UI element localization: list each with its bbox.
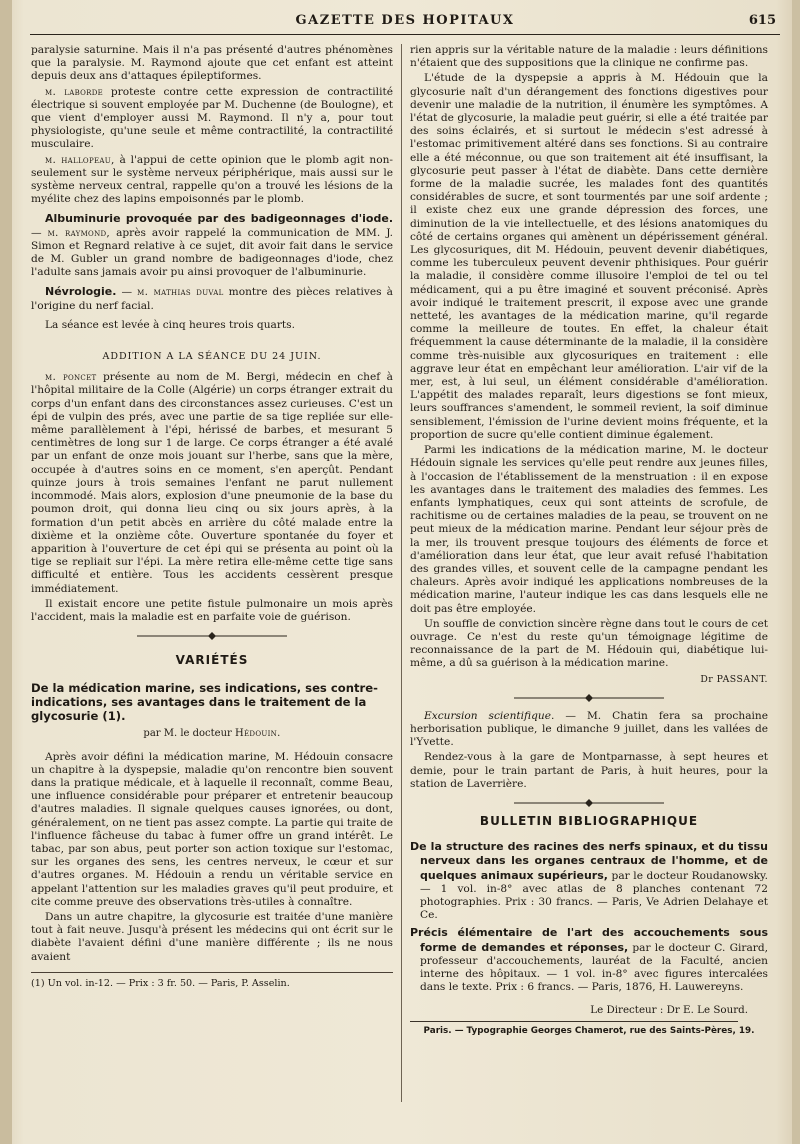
paragraph-text: à l'appui de cette opinion que le plomb agit non-seulement sur le système nerveux périphérique, mais aussi sur le système nerveux central, rappelle qu'on a trouvé les lésions de la myélite chez des lapins empoisonnés par le plomb.	[31, 153, 393, 206]
page-edge-left	[0, 0, 12, 1144]
paragraph-text: — M. Chatin fera sa prochaine herborisation publique, le dimanche 9 juillet, dans les vallées de l'Yvette.	[410, 709, 768, 749]
paragraph-text: montre des pièces relatives à l'origine du nerf facial.	[31, 286, 393, 312]
director-line: Le Directeur : Dr E. Le Sourd.	[590, 1004, 748, 1017]
footnote-rule	[31, 972, 393, 973]
paragraph: rien appris sur la véritable nature de la maladie : leurs définitions n'étaient que des suppositions que la clinique ne confirme pas.	[410, 44, 768, 70]
speaker-name: m. laborde	[45, 85, 104, 98]
paragraph	[410, 710, 768, 750]
page-header	[30, 10, 780, 35]
paragraph	[31, 154, 393, 207]
dash: —	[31, 226, 48, 239]
director-rule	[410, 1021, 738, 1022]
ornament-rule	[137, 632, 287, 640]
rubric-paragraph	[31, 212, 393, 279]
speaker-name: m. raymond,	[47, 226, 111, 239]
book-details: par le docteur Roudanowsky. — 1 vol. in-8° avec atlas de 8 planches contenant 72 photographies. Prix : 30 francs. — Paris, Ve Adrien Delahaye et Ce.	[420, 869, 768, 922]
paragraph: Un souffle de conviction sincère règne dans tout le cours de cet ouvrage. Ce n'est du reste qu'un témoignage légitime de reconnaissance de la part de M. Hédouin qui, diabétique lui-même, a dû sa guérison à la médication marine.	[410, 617, 768, 670]
book-details: par le docteur C. Girard, professeur d'accouchements, lauréat de la Faculté, ancien interne des hôpitaux. — 1 vol. in-8° avec figures intercalées dans le texte. Prix : 6 francs. — Paris, 1876, H. Lauwereyns.	[420, 941, 769, 994]
byline-prefix: par M. le docteur	[143, 728, 235, 740]
right-column	[410, 44, 768, 1144]
bulletin-heading: BULLETIN BIBLIOGRAPHIQUE	[479, 813, 699, 828]
page-number: 615	[748, 13, 776, 28]
dash: —	[116, 286, 138, 299]
column-divider	[401, 44, 402, 1102]
paragraph: Dans un autre chapitre, la glycosurie est traitée d'une manière tout à fait neuve. Jusqu'à présent les médecins qui ont écrit sur le diabète l'avaient défini d'une manière différente ; ils ne nous avaient	[31, 910, 393, 963]
paragraph-text: présente au nom de M. Bergi, médecin en chef à l'hôpital militaire de la Colle (Algérie) un corps étranger extrait du corps d'un enfant dans des circonstances assez curieuses. C'est un épi de vulpin des prés, avec une partie de sa tige repliée sur elle-même parallèlement à l'épi, hérissé de barbes, et mesurant 5 centimètres de long sur 1 de large. Ce corps étranger a été avalé par un enfant de onze mois jouant sur l'herbe, sans que la mère, occupée à d'autres soins en ce moment, s'en aperçût. Pendant quinze jours à trois semaines l'enfant ne parut nullement incommodé. Mais alors, explosion d'une pneumonie de la base du poumon droit, qui donna lieu cinq ou six jours après, à la formation d'un petit abcès en arrière du côté malade entre la dixième et la onzième côte. Ouverture spontanée du foyer et apparition à l'ouverture de cet épi qui se présenta au point où la tige se repliait sur l'épi. La mère retira elle-même cette tige sans difficulté et entière. Tous les accidents cessèrent presque immédiatement.	[31, 371, 394, 595]
rubric-title: Albuminurie provoquée par des badigeonnages d'iode.	[45, 212, 393, 226]
left-column	[31, 44, 393, 1144]
author-name: Hédouin.	[235, 728, 281, 740]
paragraph: Il existait encore une petite fistule pulmonaire un mois après l'accident, mais la maladie est en parfaite voie de guérison.	[31, 597, 393, 623]
rubric-paragraph	[31, 285, 393, 312]
paragraph: L'étude de la dyspepsie a appris à M. Hédouin que la glycosurie naît d'un dérangement des fonctions digestives pour devenir une maladie de la nutrition, il énumère les symptômes. A l'état de glycosurie, la maladie peut guérir, si elle a été traitée par des soins éclairés, et si surtout le médecin s'est adressé à l'estomac primitivement altéré dans ses fonctions. Si au contraire elle a été méconnue, ou que son traitement ait été insuffisant, la glycosurie peut passer à l'état de diabète. Dans cette dernière forme de la maladie sucrée, les malades font des quantités considérables de sucre, et sont tourmentés par une soif ardente ; il existe chez eux une grande dépression des forces, une diminution de la vie intellectuelle, et des lésions anatomiques du côté de certains organes qui amènent un dépérissement général. Les glycosuriques, dit M. Hédouin, peuvent devenir diabétiques, comme les tuberculeux peuvent devenir phthisiques. Pour guérir la maladie, il considère comme illusoire l'emploi de tel ou tel médicament, qui a pu être imaginé et souvent préconisé. Après avoir indiqué le traitement prescrit, il expose avec une grande netteté, les avantages de la médication marine, qu'il regarde comme la meilleure de toutes. En effet, la chaleur était fréquemment la cause déterminante de la maladie, il la considère comme très-nuisible aux glycosuriques en traitement : elle aggrave leur état en empêchant leur amélioration. L'air vif de la mer, est, à lui seul, un élément considérable d'amélioration. L'appétit des malades reparaît, leurs digestions se font mieux, leurs souffrances s'amendent, le sommeil revient, la soif diminue sensiblement, l'émission de l'urine devient moins fréquente, et la proportion de sucre qu'elle contient diminue également.	[410, 72, 768, 441]
page-edge-right	[792, 0, 800, 1144]
footnote: (1) Un vol. in-12. — Prix : 3 fr. 50. — Paris, P. Asselin.	[31, 977, 290, 989]
addition-heading: ADDITION A LA SÉANCE DU 24 JUIN.	[102, 351, 322, 363]
speaker-name: m. mathias duval	[137, 286, 224, 299]
paragraph-text: proteste contre cette expression de contractilité électrique si souvent employée par M. Duchenne (de Boulogne), et que vient d'employer aussi M. Raymond. Il n'y a, pour tout physiologiste, qu'une seule et même contractilité, la contractilité musculaire.	[31, 85, 393, 151]
article-signature: Dr PASSANT.	[700, 673, 768, 685]
printer-line: Paris. — Typographie Georges Chamerot, rue des Saints-Pères, 19.	[423, 1025, 755, 1036]
ornament-rule	[514, 799, 664, 807]
paragraph: Rendez-vous à la gare de Montparnasse, à sept heures et demie, pour le train partant de Paris, à huit heures, pour la station de Laverrière.	[410, 751, 768, 790]
paragraph-text: après avoir rappelé la communication de MM. J. Simon et Regnard relative à ce sujet, dit avoir fait dans le service de M. Gubler un grand nombre de badigeonnages d'iode, chez l'adulte sans jamais avoir pu ainsi provoquer de l'albuminurie.	[31, 226, 393, 279]
paragraph: paralysie saturnine. Mais il n'a pas présenté d'autres phénomènes que la paralysie. M. Raymond ajoute que cet enfant est atteint depuis deux ans d'attaques épileptiformes.	[31, 44, 393, 83]
paragraph	[31, 371, 393, 595]
speaker-name: m. hallopeau,	[45, 153, 115, 166]
article-title: De la médication marine, ses indications, ses contre-indications, ses avantages dans le traitement de la glycosurie (1).	[31, 681, 378, 724]
paragraph: Après avoir défini la médication marine, M. Hédouin consacre un chapitre à la dyspepsie, maladie qu'on rencontre bien souvent dans la pratique médicale, et à laquelle il reconnaît, comme Beau, une influence considérable pour préparer et entretenir beaucoup d'autres maladies. Il signale quelques causes ignorées, ou dont, généralement, on ne tient pas assez compte. La partie qui traite de l'influence fâcheuse du tabac à fumer offre un grand intérêt. Le tabac, par son abus, peut porter son action toxique sur l'estomac, sur les organes des sens, les centres nerveux, le cœur et sur d'autres organes. M. Hédouin a rendu un véritable service en appelant l'attention sur les maladies graves qu'il peut produire, et cite comme preuve des observations très-utiles à connaître.	[31, 750, 393, 908]
book-title: Précis élémentaire de l'art des accouchements sous forme de demandes et réponses,	[410, 926, 768, 954]
paragraph	[31, 86, 393, 152]
byline	[31, 727, 393, 740]
paragraph: Parmi les indications de la médication marine, M. le docteur Hédouin signale les services qu'elle peut rendre aux jeunes filles, à l'occasion de l'établissement de la menstruation : il en expose les avantages dans le traitement des maladies des femmes. Les enfants lymphatiques, ceux qui sont atteints de scrofule, de rachitisme ou de certaines maladies de la peau, se trouvent on ne peut mieux de la médication marine. Pendant leur séjour près de la mer, ils trouvent presque toujours des éléments de force et d'amélioration dans leur état, que leur avait refusé l'habitation des grandes villes, et souvent celle de la campagne pendant les chaleurs. Après avoir indiqué les applications nombreuses de la médication marine, l'auteur indique les cas dans lesquels elle ne doit pas être employée.	[410, 444, 768, 615]
rubric-title: Névrologie.	[45, 285, 117, 299]
bibliography-entry	[410, 926, 768, 994]
book-title: De la structure des racines des nerfs spinaux, et du tissu nerveux dans les organes centraux de l'homme, et de quelques animaux supérieurs,	[410, 840, 768, 882]
bibliography-entry	[410, 840, 768, 922]
section-title: VARIÉTÉS	[175, 653, 249, 668]
speaker-name: m. poncet	[45, 371, 97, 384]
running-title: GAZETTE DES HOPITAUX	[295, 13, 515, 28]
ornament-rule	[514, 694, 664, 702]
excursion-label: Excursion scientifique.	[424, 709, 555, 722]
closing-line: La séance est levée à cinq heures trois quarts.	[45, 318, 295, 331]
